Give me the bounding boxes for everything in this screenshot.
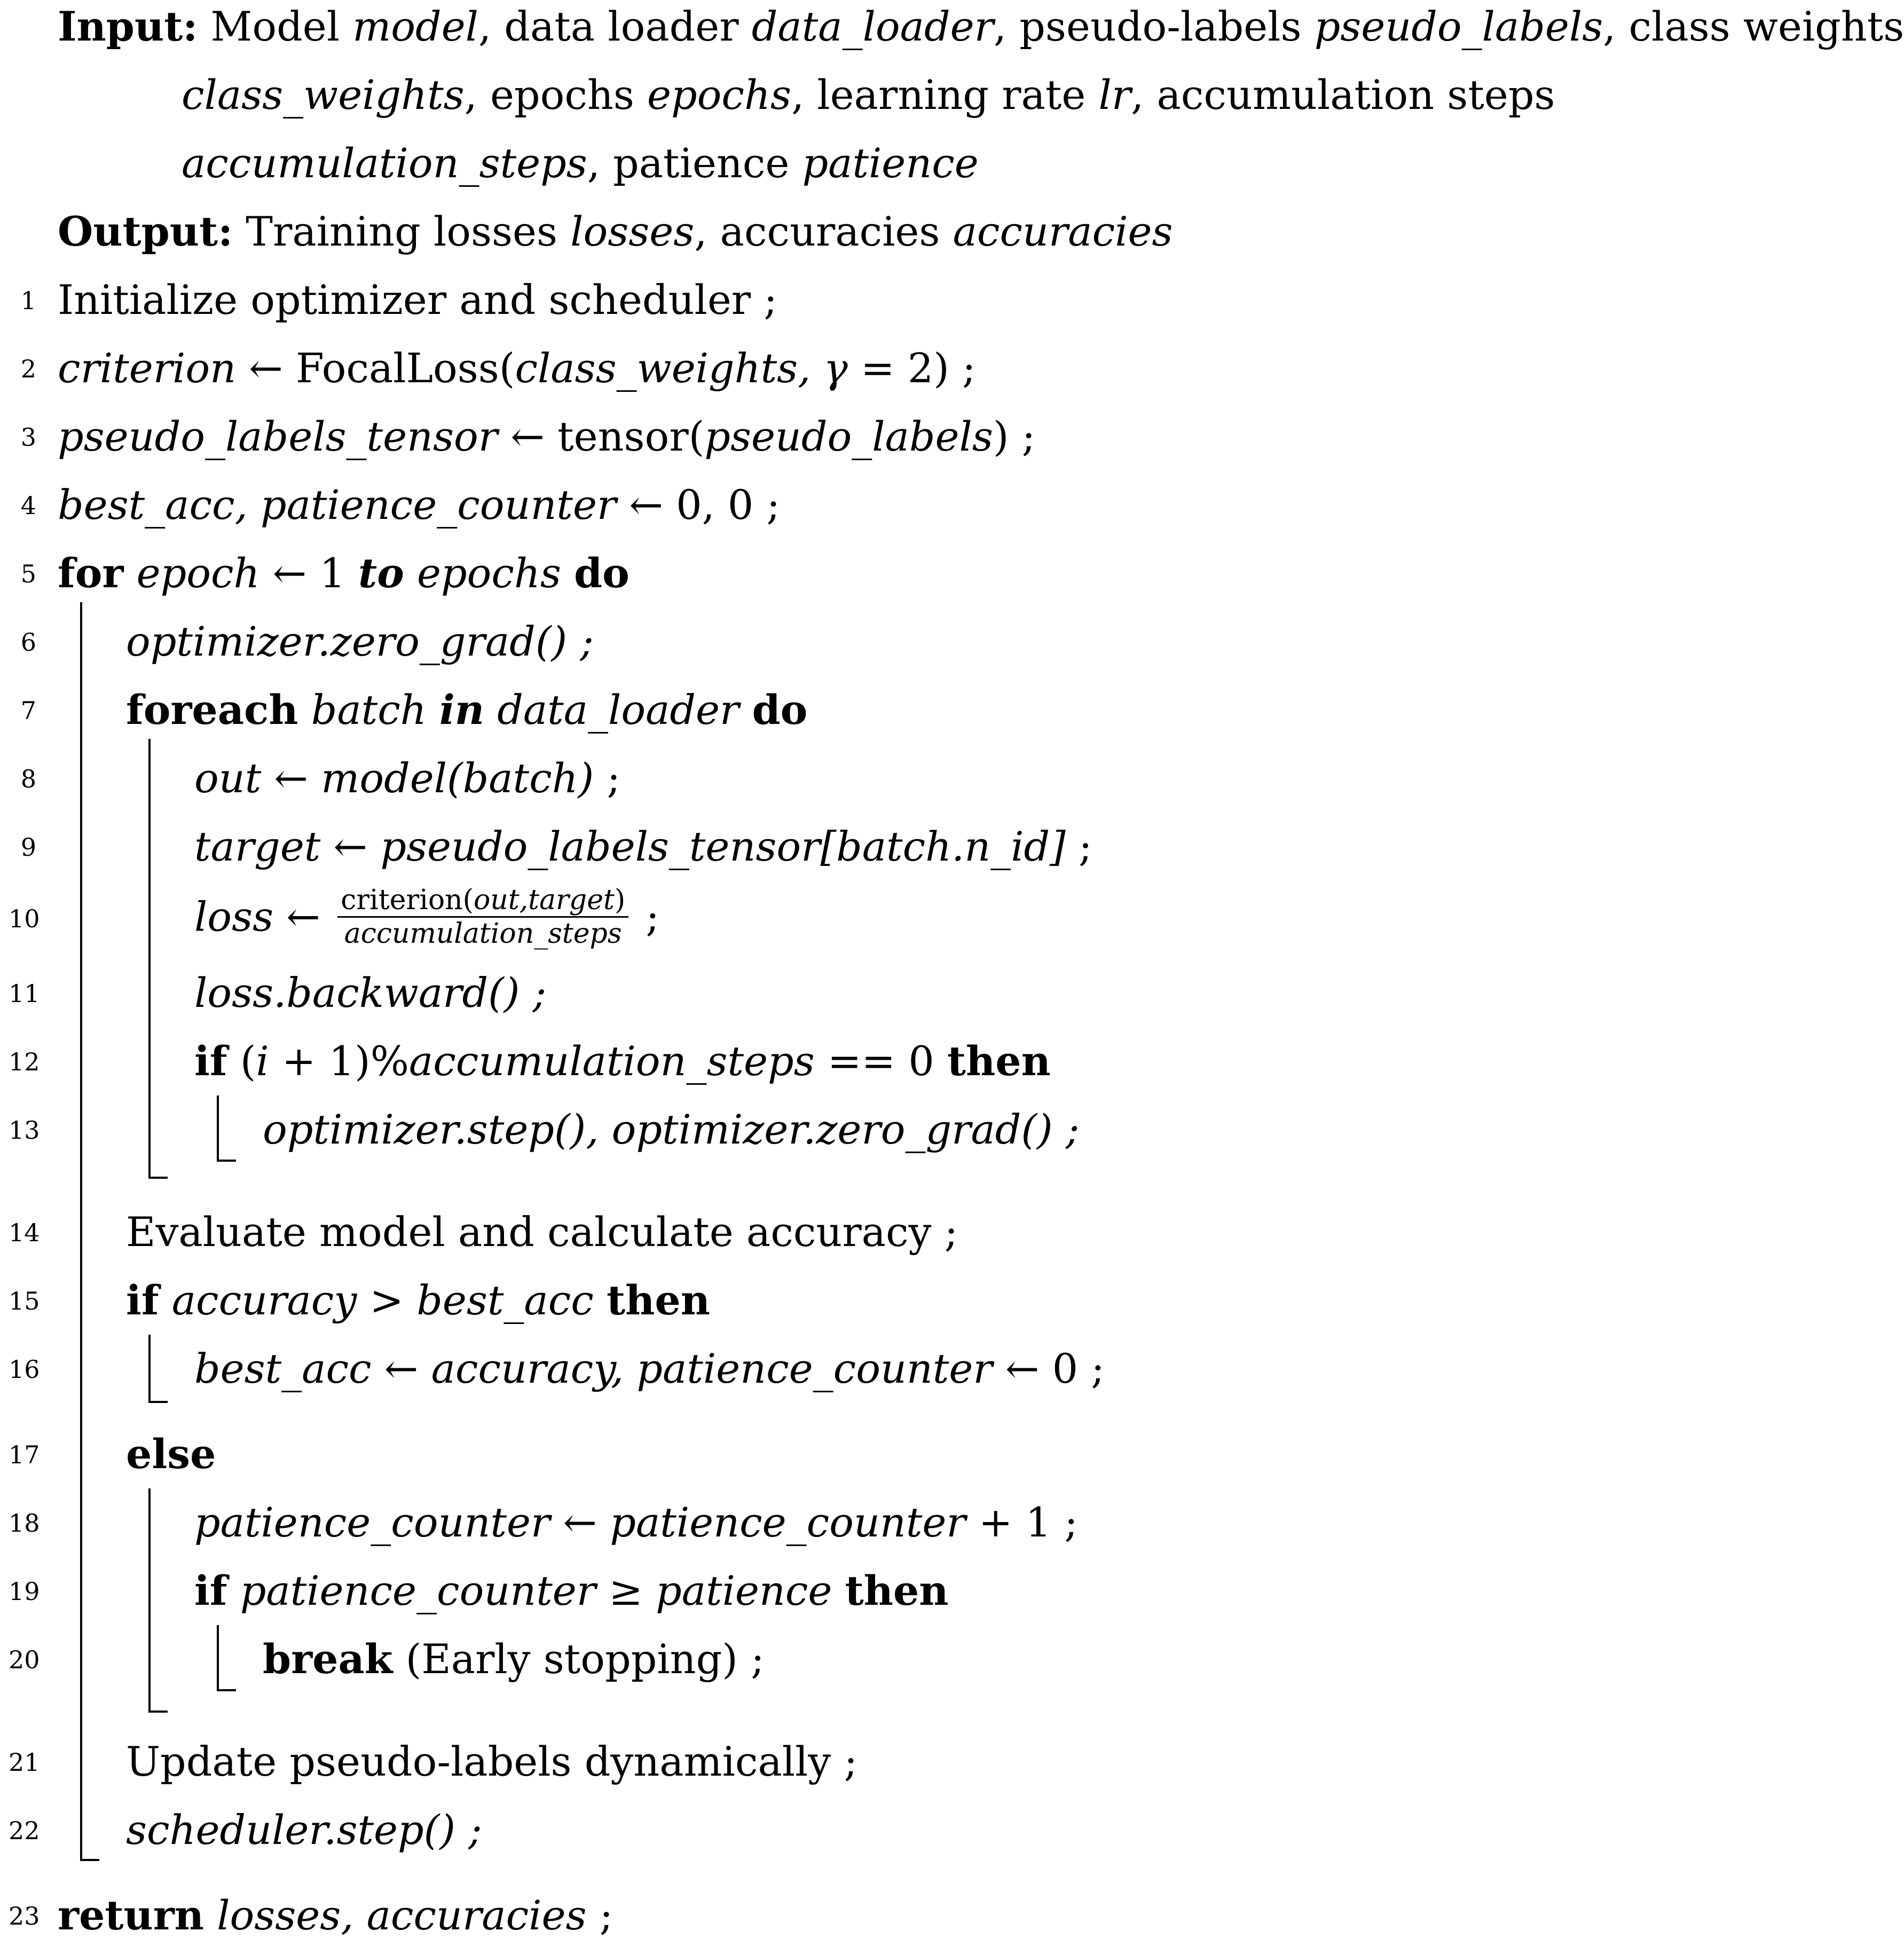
for-block-foot <box>80 1859 99 1861</box>
line-number: 1 <box>20 286 36 315</box>
algo-line-17: else <box>126 1430 216 1478</box>
line-number: 12 <box>9 1047 40 1076</box>
algo-line-15: if accuracy > best_acc then <box>126 1276 711 1324</box>
line-number: 5 <box>20 559 36 588</box>
line-number: 6 <box>20 628 36 657</box>
algo-line-20: break (Early stopping) ; <box>263 1635 765 1683</box>
line-number: 14 <box>9 1218 40 1247</box>
algo-line-23: return losses, accuracies ; <box>58 1891 613 1939</box>
line-number: 17 <box>9 1440 40 1469</box>
if-acc-block-foot <box>148 1401 168 1403</box>
if-step-block-foot <box>217 1160 236 1162</box>
algo-line-1: Initialize optimizer and scheduler ; <box>58 276 777 324</box>
line-number: 2 <box>20 354 36 383</box>
algo-line-5: for epoch ← 1 to epochs do <box>58 549 630 597</box>
loss-fraction: $\frac{\text{criterion(out,target)}}{\text{accumulation\_steps}}$ <box>337 886 628 948</box>
algo-line-7: foreach batch in data_loader do <box>126 686 808 734</box>
line-number: 4 <box>20 491 36 520</box>
algo-line-16: best_acc ← accuracy, patience_counter ← 0 ; <box>194 1345 1105 1392</box>
line-number: 11 <box>9 979 40 1008</box>
else-block-bar <box>148 1488 151 1713</box>
line-number: 15 <box>9 1287 40 1315</box>
algo-line-9: target ← pseudo_labels_tensor[batch.n_id] ; <box>194 823 1092 870</box>
input-label: Input: <box>58 3 198 50</box>
output-line: Output: Training losses losses, accuracies accuracies <box>58 208 1173 255</box>
if-acc-block-bar <box>148 1335 151 1403</box>
line-number: 9 <box>20 833 36 862</box>
output-label: Output: <box>58 208 233 255</box>
line-number: 10 <box>9 904 40 933</box>
algo-line-10: loss ← $\frac{\text{criterion(out,target)}}{\text{accumulation\_steps}}$ ; <box>194 884 659 950</box>
algo-line-19: if patience_counter ≥ patience then <box>194 1567 949 1614</box>
line-number: 20 <box>9 1645 40 1674</box>
line-number: 19 <box>9 1577 40 1606</box>
input-line-1: Input: Model model, data loader data_loader, pseudo-labels pseudo_labels, class weights <box>58 3 1904 50</box>
algo-line-6: optimizer.zero_grad() ; <box>126 618 594 665</box>
algo-line-11: loss.backward() ; <box>194 969 547 1016</box>
algo-line-2: criterion ← FocalLoss(class_weights, γ = 2) ; <box>58 344 976 392</box>
algo-line-4: best_acc, patience_counter ← 0, 0 ; <box>58 481 781 529</box>
algo-line-8: out ← model(batch) ; <box>194 754 621 802</box>
line-number: 7 <box>20 696 36 725</box>
line-number: 18 <box>9 1509 40 1538</box>
algo-line-3: pseudo_labels_tensor ← tensor(pseudo_labels) ; <box>58 413 1036 460</box>
line-number: 22 <box>9 1816 40 1845</box>
if-patience-block-foot <box>217 1689 236 1691</box>
else-block-foot <box>148 1711 168 1713</box>
foreach-block-bar <box>148 739 151 1179</box>
if-patience-block-bar <box>217 1625 219 1691</box>
line-number: 21 <box>9 1748 40 1777</box>
algo-line-14: Evaluate model and calculate accuracy ; <box>126 1208 958 1256</box>
algo-line-22: scheduler.step() ; <box>126 1806 482 1854</box>
algo-line-18: patience_counter ← patience_counter + 1 ; <box>194 1499 1078 1546</box>
if-step-block-bar <box>217 1095 219 1162</box>
foreach-block-foot <box>148 1177 168 1179</box>
line-number: 13 <box>9 1116 40 1145</box>
line-number: 23 <box>9 1902 40 1930</box>
line-number: 8 <box>20 764 36 793</box>
algo-line-21: Update pseudo-labels dynamically ; <box>126 1738 858 1785</box>
input-line-3: accumulation_steps, patience patience <box>182 139 979 187</box>
algo-line-12: if (i + 1)%accumulation_steps == 0 then <box>194 1037 1051 1085</box>
input-line-2: class_weights, epochs epochs, learning rate lr, accumulation steps <box>182 71 1555 119</box>
line-number: 16 <box>9 1355 40 1384</box>
for-block-bar <box>80 602 82 1861</box>
line-number: 3 <box>20 423 36 452</box>
algo-line-13: optimizer.step(), optimizer.zero_grad() ; <box>263 1106 1080 1153</box>
